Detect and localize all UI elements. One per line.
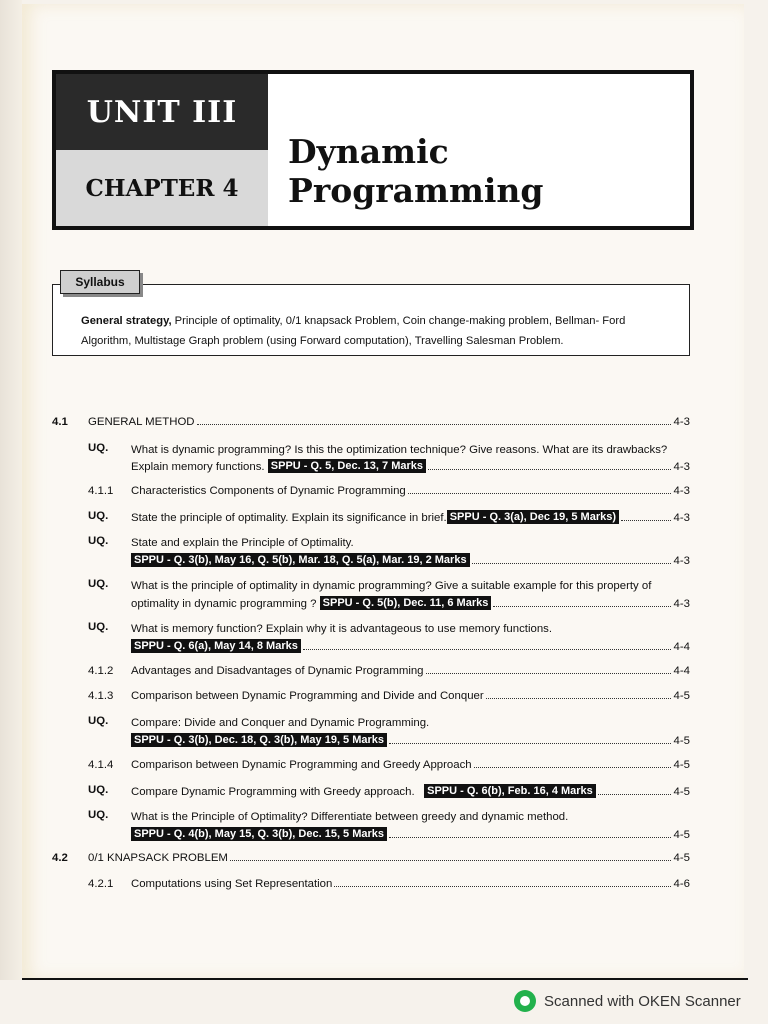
unit-label: UNIT III (56, 74, 268, 150)
scanner-watermark (514, 990, 741, 1012)
uq-text: Compare Dynamic Programming with Greedy approach. (131, 786, 415, 798)
uq-text: State the principle of optimality. Explain its significance in brief. (131, 512, 447, 524)
toc-page: 4-5 (673, 690, 690, 702)
uq-label: UQ. (88, 621, 109, 633)
chapter-label: CHAPTER 4 (56, 150, 268, 226)
sppu-tag: SPPU - Q. 6(b), Feb. 16, 4 Marks (424, 784, 596, 798)
toc-entry-uq2[interactable] (131, 510, 690, 524)
uq-text: Compare: Divide and Conquer and Dynamic Programming. (131, 717, 430, 729)
scanner-logo-icon (514, 990, 536, 1012)
toc-page: 4-6 (673, 878, 690, 890)
toc-page: 4-3 (673, 416, 690, 428)
toc-page: 4-5 (673, 786, 690, 798)
uq-text: What is the principle of optimality in dynamic programming? Give a suitable example for this property of (131, 580, 652, 592)
toc-entry-4-1-1[interactable] (131, 485, 690, 497)
uq-text: What is memory function? Explain why it is advantageous to use memory functions. (131, 623, 553, 635)
toc-entry-uq6[interactable] (131, 733, 690, 747)
toc-text: Comparison between Dynamic Programming and Greedy Approach (131, 759, 472, 771)
toc-num: 4.2 (52, 852, 68, 864)
toc-entry-4-1[interactable] (88, 416, 690, 428)
uq-label: UQ. (88, 784, 109, 796)
syllabus-line2: Algorithm, Multistage Graph problem (using Forward computation), Travelling Salesman Problem. (81, 335, 564, 347)
sppu-tag: SPPU - Q. 3(a), Dec 19, 5 Marks) (447, 510, 619, 524)
syllabus-text (81, 311, 681, 351)
toc-num: 4.1.4 (88, 759, 114, 771)
uq-text: optimality in dynamic programming ? (131, 598, 317, 610)
toc-page: 4-3 (673, 512, 690, 524)
toc-entry-4-1-2[interactable] (131, 665, 690, 677)
syllabus-tab: Syllabus (60, 270, 140, 294)
toc-num: 4.1.3 (88, 690, 114, 702)
toc-text: Advantages and Disadvantages of Dynamic Programming (131, 665, 424, 677)
toc-num: 4.1.1 (88, 485, 114, 497)
scanner-text: Scanned with OKEN Scanner (544, 992, 741, 1010)
toc-text: 0/1 KNAPSACK PROBLEM (88, 852, 228, 864)
syllabus-bold-lead: General strategy, (81, 315, 172, 327)
toc-num: 4.1.2 (88, 665, 114, 677)
toc-page: 4-3 (673, 555, 690, 567)
uq-label: UQ. (88, 809, 109, 821)
chapter-header (52, 70, 694, 230)
toc-page: 4-5 (673, 852, 690, 864)
uq-text: Explain memory functions. (131, 461, 265, 473)
toc-entry-uq8[interactable] (131, 827, 690, 841)
toc-page: 4-5 (673, 759, 690, 771)
uq-text: State and explain the Principle of Optimality. (131, 537, 354, 549)
toc-page: 4-3 (673, 598, 690, 610)
syllabus-box (52, 284, 690, 356)
toc-entry-uq3[interactable] (131, 553, 690, 567)
uq-label: UQ. (88, 715, 109, 727)
uq-text: What is the Principle of Optimality? Differentiate between greedy and dynamic method. (131, 811, 569, 823)
toc-entry-4-1-3[interactable] (131, 690, 690, 702)
toc-entry-uq5[interactable] (131, 639, 690, 653)
toc-page: 4-5 (673, 829, 690, 841)
syllabus-line1: Principle of optimality, 0/1 knapsack Problem, Coin change-making problem, Bellman- Ford (171, 315, 626, 327)
bottom-rule (22, 978, 748, 980)
toc-page: 4-4 (673, 641, 690, 653)
toc-entry-uq4[interactable] (131, 596, 690, 610)
uq-label: UQ. (88, 510, 109, 522)
toc-page: 4-3 (673, 485, 690, 497)
toc-text: GENERAL METHOD (88, 416, 195, 428)
toc-entry-4-2[interactable] (88, 852, 690, 864)
toc-num: 4.2.1 (88, 878, 114, 890)
toc-page: 4-4 (673, 665, 690, 677)
toc-entry-uq7[interactable] (131, 784, 690, 798)
toc-text: Computations using Set Representation (131, 878, 333, 890)
uq-label: UQ. (88, 535, 109, 547)
toc-num: 4.1 (52, 416, 68, 428)
uq-text: What is dynamic programming? Is this the optimization technique? Give reasons. What are its drawbacks? (131, 444, 668, 456)
toc-text: Characteristics Components of Dynamic Programming (131, 485, 406, 497)
toc-entry-4-2-1[interactable] (131, 878, 690, 890)
uq-label: UQ. (88, 442, 109, 454)
page-edge (0, 0, 22, 980)
toc-entry-4-1-4[interactable] (131, 759, 690, 771)
sppu-tag: SPPU - Q. 3(b), Dec. 18, Q. 3(b), May 19, 5 Marks (131, 733, 387, 747)
sppu-tag: SPPU - Q. 3(b), May 16, Q. 5(b), Mar. 18, Q. 5(a), Mar. 19, 2 Marks (131, 553, 470, 567)
toc-page: 4-5 (673, 735, 690, 747)
sppu-tag: SPPU - Q. 5(b), Dec. 11, 6 Marks (320, 596, 492, 610)
toc-entry-uq1[interactable] (131, 459, 690, 473)
sppu-tag: SPPU - Q. 4(b), May 15, Q. 3(b), Dec. 15, 5 Marks (131, 827, 387, 841)
uq-label: UQ. (88, 578, 109, 590)
sppu-tag: SPPU - Q. 6(a), May 14, 8 Marks (131, 639, 301, 653)
sppu-tag: SPPU - Q. 5, Dec. 13, 7 Marks (268, 459, 426, 473)
toc-page: 4-3 (673, 461, 690, 473)
toc-text: Comparison between Dynamic Programming and Divide and Conquer (131, 690, 484, 702)
chapter-title: Dynamic Programming (288, 132, 544, 210)
